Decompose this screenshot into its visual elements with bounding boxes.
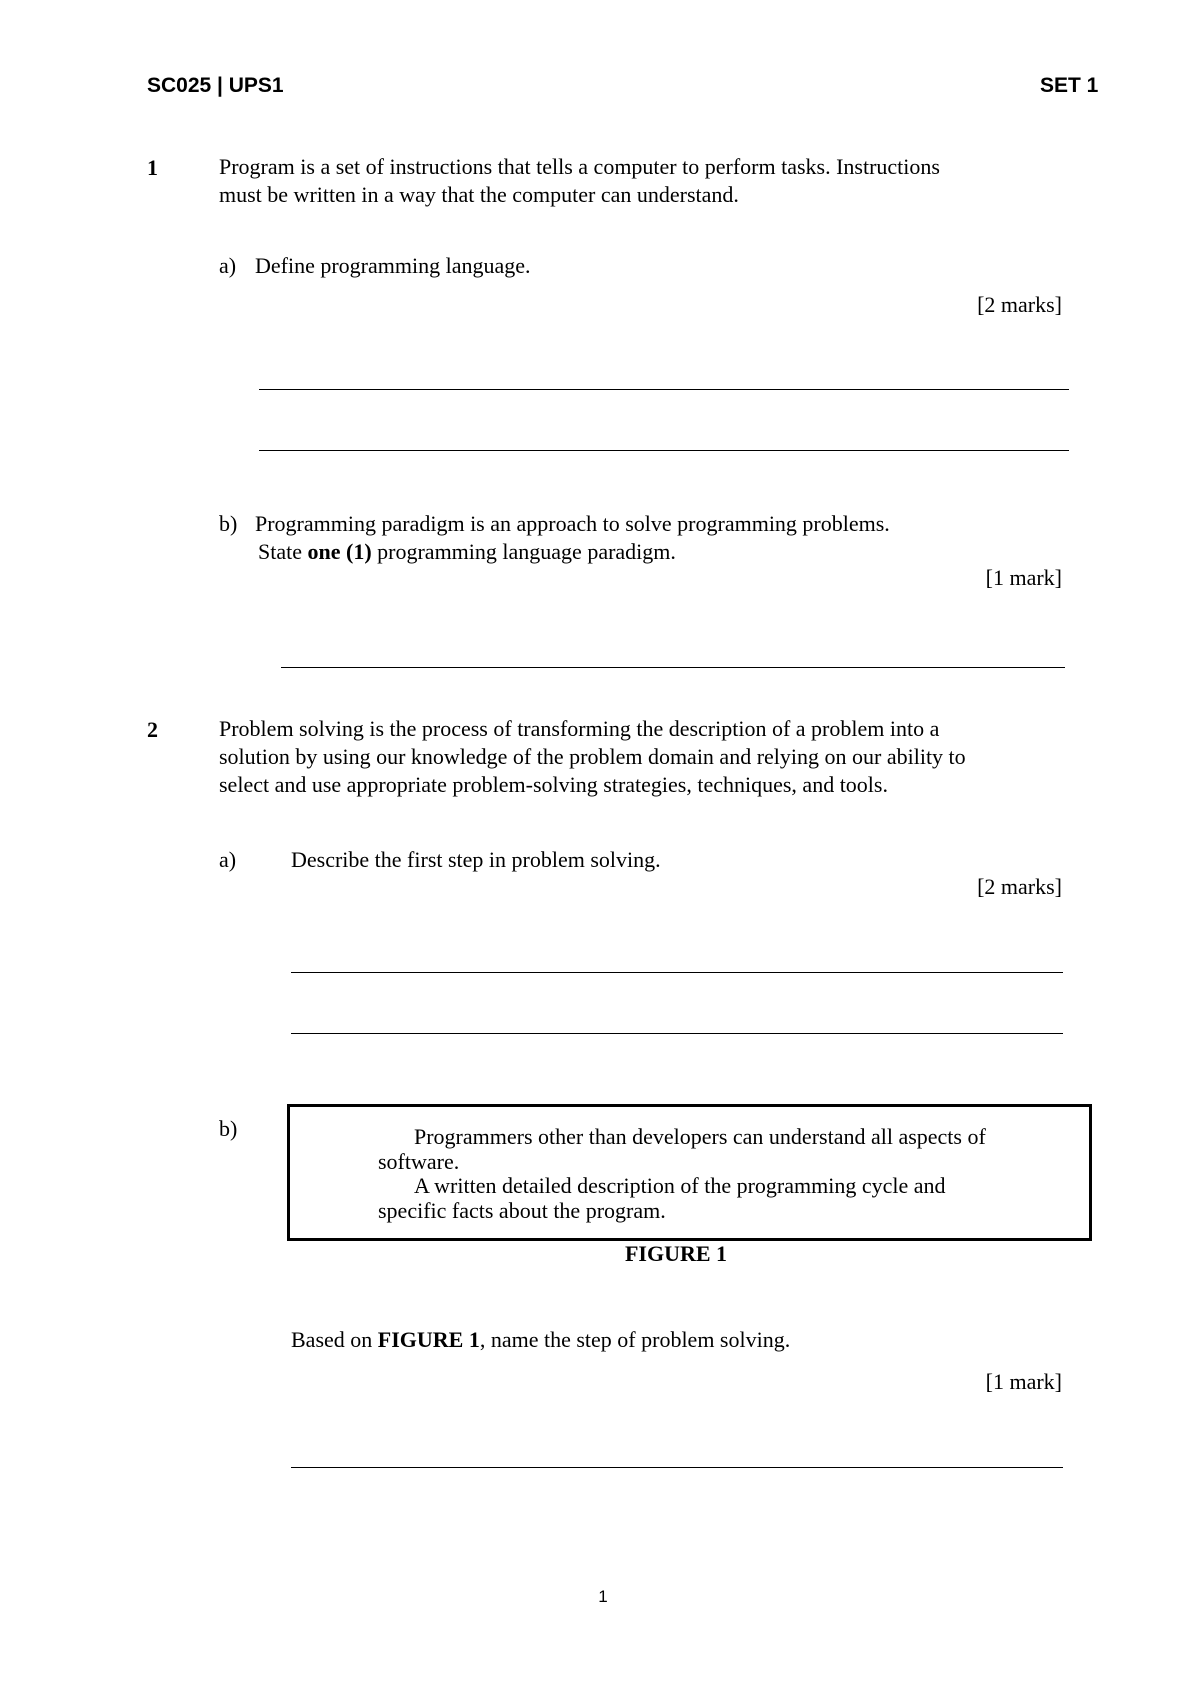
question-1-stem-line-2: must be written in a way that the computer can understand.: [219, 182, 739, 207]
question-2b-marks: [1 mark]: [985, 1369, 1062, 1394]
page-number: 1: [598, 1587, 608, 1606]
figure-1-caption: FIGURE 1: [624, 1241, 728, 1266]
question-2b-label: b): [219, 1116, 238, 1141]
question-2-stem-line-1: Problem solving is the process of transforming the description of a problem into a: [219, 716, 940, 741]
figure-1-line-4: specific facts about the program.: [378, 1198, 666, 1223]
question-1b-line-2: State one (1) programming language paradigm.: [258, 539, 676, 564]
header-set: SET 1: [1040, 74, 1099, 97]
figure-1-line-1: Programmers other than developers can understand all aspects of: [414, 1124, 986, 1149]
answer-line[interactable]: [291, 1033, 1063, 1034]
question-2a-marks: [2 marks]: [977, 874, 1062, 899]
answer-line[interactable]: [291, 1467, 1063, 1468]
question-2-stem-line-2: solution by using our knowledge of the problem domain and relying on our ability to: [219, 744, 966, 769]
question-1a-text: Define programming language.: [255, 253, 531, 278]
question-1-number: 1: [147, 155, 158, 180]
question-1a-label: a): [219, 253, 237, 278]
figure-1-line-3: A written detailed description of the programming cycle and: [414, 1173, 946, 1198]
figure-1-line-2: software.: [378, 1149, 460, 1174]
question-1-stem-line-1: Program is a set of instructions that tells a computer to perform tasks. Instructions: [219, 154, 940, 179]
figure-1-box: [287, 1104, 1092, 1241]
question-2a-text: Describe the first step in problem solving.: [291, 847, 661, 872]
question-2b-text: Based on FIGURE 1, name the step of problem solving.: [291, 1327, 791, 1352]
question-1b-label: b): [219, 511, 238, 536]
answer-line[interactable]: [259, 389, 1069, 390]
answer-line[interactable]: [259, 450, 1069, 451]
question-2-stem-line-3: select and use appropriate problem-solving strategies, techniques, and tools.: [219, 772, 888, 797]
question-2-number: 2: [147, 717, 158, 742]
question-2a-label: a): [219, 847, 237, 872]
header-course-code: SC025 | UPS1: [147, 74, 284, 97]
question-1b-marks: [1 mark]: [985, 565, 1062, 590]
question-1b-line-1: Programming paradigm is an approach to solve programming problems.: [255, 511, 890, 536]
answer-line[interactable]: [281, 667, 1065, 668]
answer-line[interactable]: [291, 972, 1063, 973]
question-1a-marks: [2 marks]: [977, 292, 1062, 317]
